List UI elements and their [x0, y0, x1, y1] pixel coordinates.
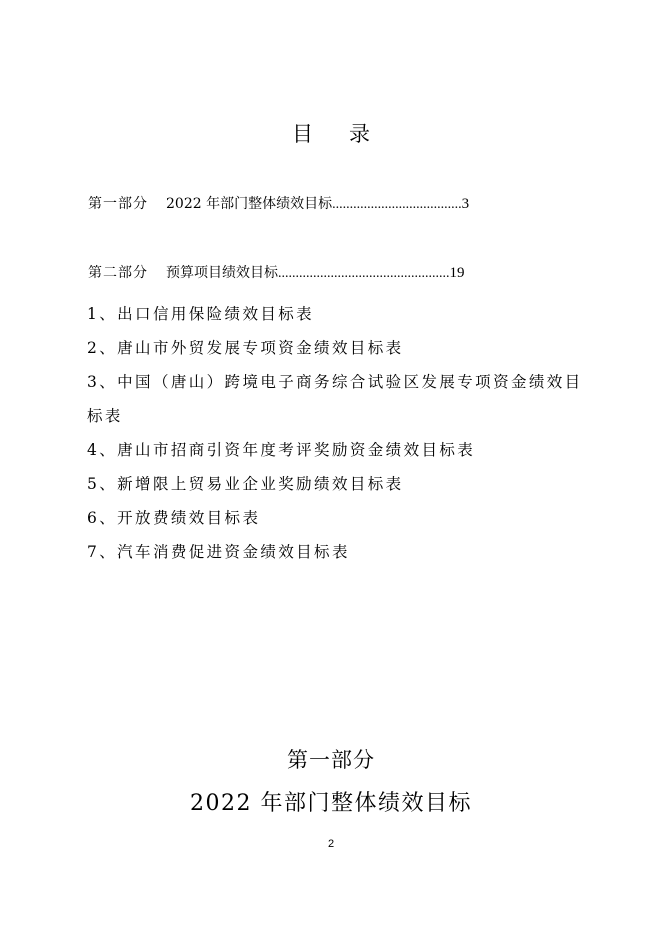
toc-entry-part: 第二部分: [88, 265, 148, 281]
toc-entry-title: 预算项目绩效目标: [166, 265, 278, 281]
toc-entry-page: 3: [461, 196, 470, 212]
toc-title-left: 目: [292, 122, 313, 146]
toc-item: 2、唐山市外贸发展专项资金绩效目标表: [87, 339, 404, 357]
toc-entry-page: 19: [449, 265, 465, 281]
toc-title: [0, 118, 662, 148]
toc-title-right: 录: [349, 122, 370, 146]
section-title: 2022 年部门整体绩效目标: [190, 791, 472, 816]
section-part-label: 第一部分: [287, 748, 375, 772]
toc-entry-title: 2022 年部门整体绩效目标: [166, 196, 333, 212]
toc-entry-part: 第一部分: [88, 196, 148, 212]
toc-entry-leader: .....................................: [332, 197, 462, 212]
page-number: 2: [327, 838, 335, 850]
toc-item: 6、开放费绩效目标表: [87, 509, 261, 527]
toc-item: 5、新增限上贸易业企业奖励绩效目标表: [87, 475, 404, 493]
toc-item-list: [87, 297, 587, 569]
toc-entry[interactable]: [88, 262, 465, 282]
toc-item: 4、唐山市招商引资年度考评奖励资金绩效目标表: [87, 441, 476, 459]
toc-item: 1、出口信用保险绩效目标表: [87, 305, 315, 323]
toc-item: 3、中国（唐山）跨境电子商务综合试验区发展专项资金绩效目标表: [87, 373, 583, 425]
toc-entry-leader: .................................................: [278, 266, 450, 281]
toc-entry[interactable]: [88, 193, 469, 213]
toc-item: 7、汽车消费促进资金绩效目标表: [87, 543, 350, 561]
